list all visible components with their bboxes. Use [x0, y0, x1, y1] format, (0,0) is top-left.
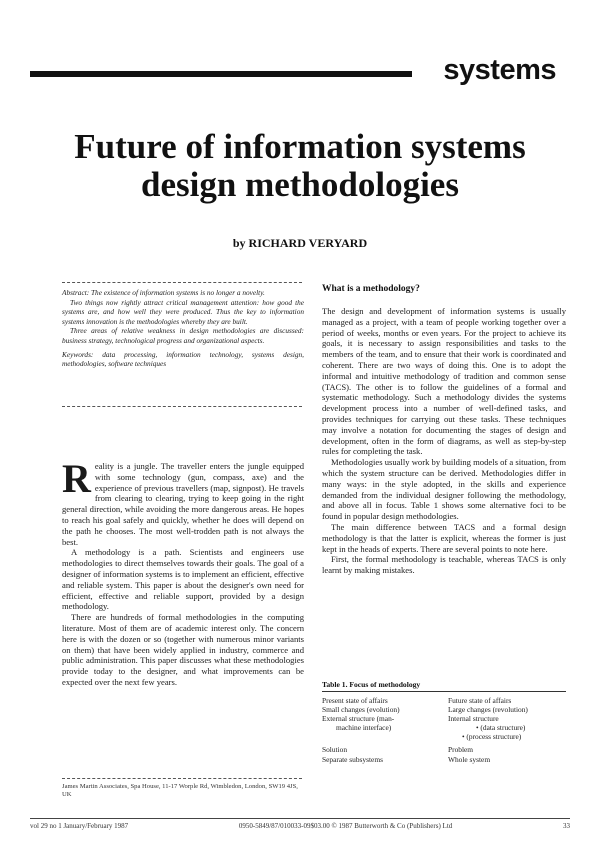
page-number: 33	[563, 822, 570, 830]
abstract-p1: Abstract: The existence of information systems is no longer a novelty.	[62, 288, 265, 297]
copyright-line: 0950-5849/87/010033-09$03.00 © 1987 Butterworth & Co (Publishers) Ltd	[238, 822, 453, 830]
title-line-1: Future of information systems	[74, 127, 526, 166]
body-paragraph: There are hundreds of formal methodologies in the computing literature. Most of them are of academic interest only. The concern here is with the dozen or so (together with numerous minor variants on them) that have been widely applied in industry, commerce and public administration. This paper discusses what these methodologies provide today to the designer, and what improvements can be expected over the next few years.	[62, 612, 304, 687]
abstract-p2: Two things now rightly attract critical management attention: how good the systems are, and how well they were produced. Thus the key to information systems innovation is the methodologies whereby they are built.	[62, 297, 304, 326]
table-row: machine interface) • (data structure)	[336, 723, 526, 733]
table-row: External structure (man- Internal structure	[322, 714, 499, 724]
body-paragraph: Methodologies usually work by building models of a situation, from which the system structure can be derived. Methodologies differ in many ways: in the style adopted, in the skills and experience demanded from the individual designer following the methodology, and above all in focus. Table 1 shows some alternative foci to be found in popular design methodologies.	[322, 457, 566, 522]
keywords: Keywords: data processing, information technology, systems design, methodologies, software techniques	[62, 349, 304, 369]
table-row: • (process structure)	[462, 732, 522, 742]
author-address: James Martin Associates, Spa House, 11-17 Worple Rd, Wimbledon, London, SW19 4JS, UK	[62, 783, 298, 799]
table-row: Small changes (evolution) Large changes (revolution)	[322, 705, 528, 715]
table-1	[322, 680, 566, 764]
right-body	[322, 306, 566, 576]
byline: by RICHARD VERYARD	[232, 236, 368, 250]
section-label: systems	[443, 54, 556, 86]
body-paragraph: First, the formal methodology is teachable, whereas TACS is only learnt by making mistakes.	[322, 554, 566, 576]
body-paragraph: The main difference between TACS and a formal design methodology is that the latter is explicit, whereas the former is just kept in the heads of experts. There are several points to note here.	[322, 521, 566, 554]
table-body	[322, 696, 566, 764]
right-column	[322, 284, 566, 576]
table-title: Table 1. Focus of methodology	[322, 680, 421, 689]
journal-issue: vol 29 no 1 January/February 1987	[30, 822, 129, 830]
body-paragraph: The design and development of information systems is usually managed as a project, with a team of people working together over a period of weeks, months or even years. For the project to achieve its goals, it is necessary to assign responsibilities and tasks to the members of the team, and to ensure that their work is coordinated and coherent. There are two ways of doing this. One is to adopt the informal and intuitive methodology of tradition and common sense (TACS). The other is to follow the guidelines of a formal and systematic methodology. Such a methodology divides the systems development process into a number of well-defined tasks, and provides techniques for carrying out these tasks. These techniques may involve a notation for documenting the stages of design and development, often in the form of diagrams, as well as step-by-step rules for completing the task.	[322, 306, 566, 457]
title-line-2: design methodologies	[141, 165, 459, 204]
section-heading: What is a methodology?	[322, 284, 420, 294]
abstract	[62, 288, 304, 369]
address-divider	[62, 778, 302, 779]
header-rule	[30, 71, 412, 77]
footer-rule	[30, 818, 570, 819]
drop-cap: R	[62, 456, 91, 501]
abstract-bottom-divider	[62, 406, 302, 407]
body-paragraph: A methodology is a path. Scientists and engineers use methodologies to direct themselves towards their goals. The goal of a designer of information systems is to implement an efficient, effective and reliable system. This paper is about the designer's own need for efficient, effective and reliable support, provided by a design methodology.	[62, 547, 304, 612]
abstract-p3: Three areas of relative weakness in design methodologies are discussed: business strategy, technological progress and organizational aspects.	[62, 326, 304, 345]
footer	[30, 822, 570, 830]
table-row: Present state of affairs Future state of affairs	[322, 696, 512, 705]
table-row: Solution Problem	[322, 745, 474, 755]
left-column	[62, 456, 304, 688]
table-row: Separate subsystems Whole system	[322, 754, 491, 764]
abstract-top-divider	[62, 282, 302, 283]
intro-paragraph: Reality is a jungle. The traveller enters the jungle equipped with some technology (gun, compass, axe) and the experience of previous travellers (map, signpost). He travels from clearing to clearing, trying to keep going in the right general direction, while avoiding the more dangerous areas. He hopes to reach his goal safely and quickly, whether he does will depend on the path he chooses. The most well-trodden path is not always the best.	[62, 456, 304, 547]
article-title	[0, 128, 600, 204]
table-rule	[322, 691, 566, 692]
